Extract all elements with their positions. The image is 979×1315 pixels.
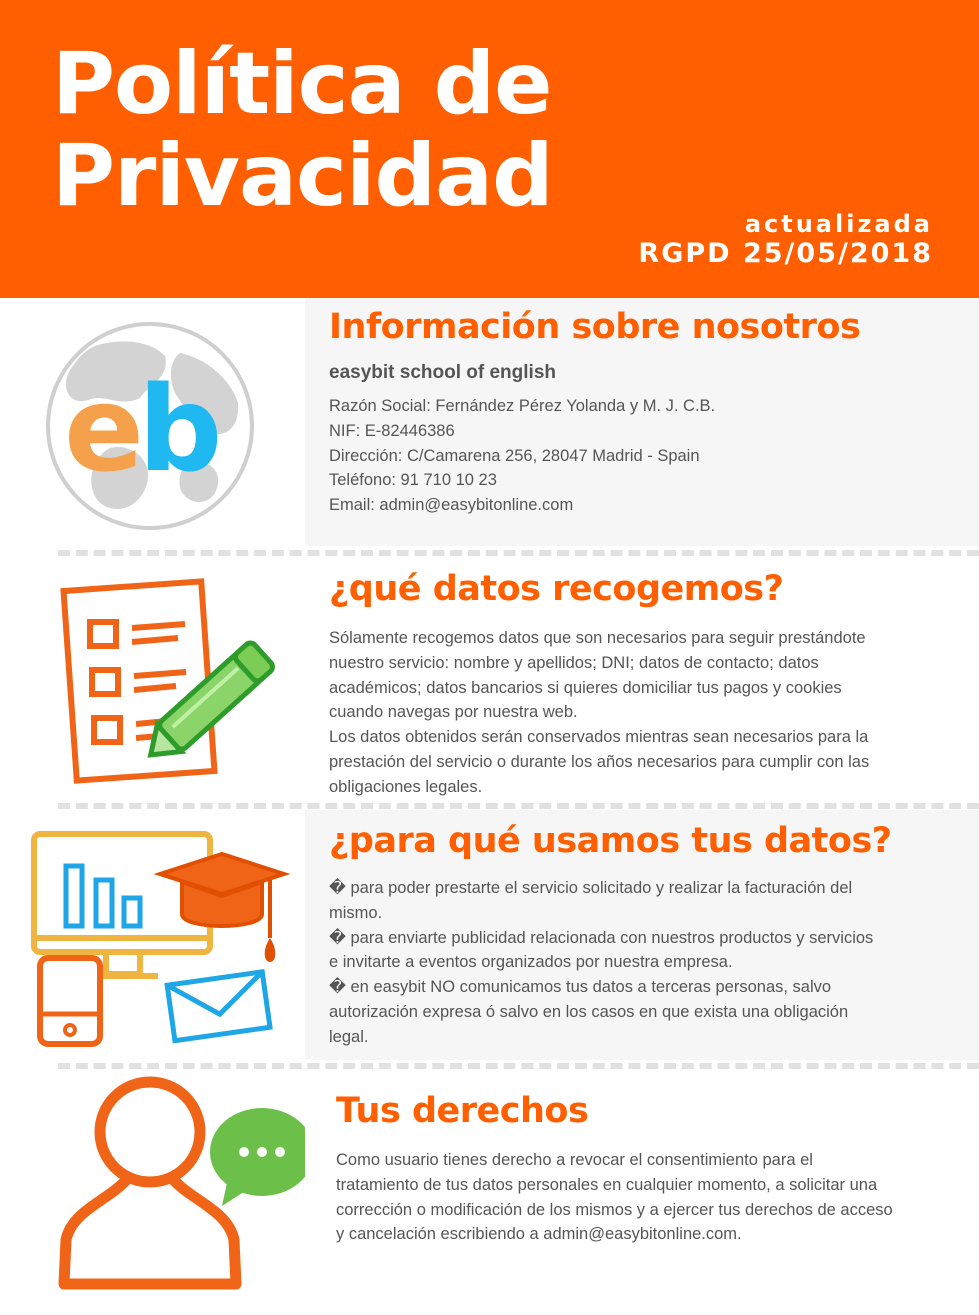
text-line: � para poder prestarte el servicio solicitado y realizar la facturación del [329,879,853,897]
text-line: legal. [329,1027,369,1046]
section-heading: Tus derechos [336,1091,589,1131]
company-name: easybit school of english [329,362,556,383]
text-line: corrección o modificación de los mismos y a ejercer tus derechos de acceso [336,1200,893,1219]
text-line: nuestro servicio: nombre y apellidos; DNI; datos de contacto; datos [329,653,819,672]
text-line: Como usuario tienes derecho a revocar el consentimiento para el [336,1151,813,1169]
detail-line: Email: admin@easybitonline.com [329,496,574,515]
detail-line: Teléfono: 91 710 10 23 [329,471,497,490]
title-line-1: Política de [52,34,552,134]
update-label: actualizada [744,210,933,238]
text-line: obligaciones legales. [329,777,483,796]
title-line-2: Privacidad [52,126,553,226]
section-heading: Información sobre nosotros [329,307,861,347]
text-line: tratamiento de tus datos personales en cualquier momento, a solicitar una [336,1175,878,1194]
divider [58,1063,979,1069]
detail-line: Razón Social: Fernández Pérez Yolanda y M. J. C.B. [329,397,716,415]
text-line: académicos; datos bancarios si quieres domiciliar tus pagos y cookies [329,678,842,697]
header-banner [0,0,979,298]
update-date: RGPD 25/05/2018 [638,238,933,269]
company-details [329,394,939,518]
text-line: e invitarte a eventos organizados por nuestra empresa. [329,953,733,972]
section-content [329,306,939,518]
section-rights [0,1070,979,1310]
section-text [329,876,939,1050]
text-line: autorización expresa ó salvo en los casos en que exista una obligación [329,1002,849,1021]
section-data-use [0,810,979,1060]
divider [58,550,979,556]
section-about [0,298,979,546]
section-content [329,820,939,1050]
text-line: Los datos obtenidos serán conservados mientras sean necesarios para la [329,728,869,747]
checklist-pencil-icon [0,558,305,800]
section-heading: ¿para qué usamos tus datos? [329,821,892,861]
text-line: Sólamente recogemos datos que son necesarios para seguir prestándote [329,629,866,647]
section-content [329,568,939,800]
section-heading: ¿qué datos recogemos? [329,569,784,609]
text-line: prestación del servicio o durante los años necesarios para cumplir con las [329,752,870,771]
devices-graduation-icon [0,810,305,1060]
divider [58,803,979,809]
detail-line: Dirección: C/Camarena 256, 28047 Madrid - Spain [329,446,700,465]
text-line: � en easybit NO comunicamos tus datos a terceras personas, salvo [329,978,832,997]
text-line: cuando navegas por nuestra web. [329,703,578,722]
text-line: mismo. [329,903,383,922]
globe-logo-icon [0,298,305,546]
update-note [638,210,933,270]
user-chat-icon [0,1070,305,1310]
section-text [336,1148,939,1247]
text-line: � para enviarte publicidad relacionada con nuestros productos y servicios [329,928,874,947]
section-content [336,1090,939,1247]
logo-text-b: b [138,360,223,498]
section-data-collected [0,558,979,800]
logo-text-e: e [64,360,145,498]
detail-line: NIF: E-82446386 [329,421,455,440]
text-line: y cancelación escribiendo a admin@easybitonline.com. [336,1225,742,1244]
page-title [52,34,553,226]
section-text [329,626,939,800]
